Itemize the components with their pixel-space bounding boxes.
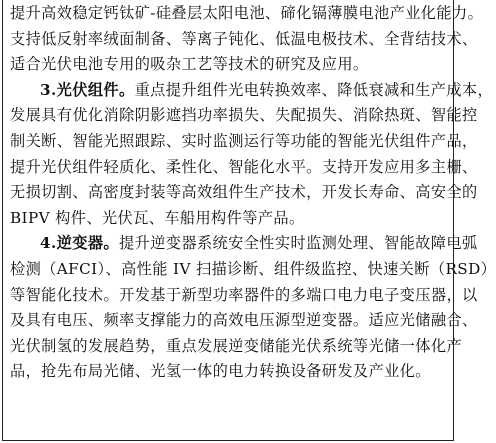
paragraph-line: 提升光伏组件轻质化、柔性化、智能化水平。支持开发应用多主栅、 [10, 157, 478, 176]
paragraph-line: 适合光伏电池专用的吸杂工艺等技术的研究及应用。 [10, 55, 369, 74]
section-3-heading: 3.光伏组件。 [40, 80, 135, 99]
paragraph-line: 光伏制氢的发展趋势，重点发展逆变储能光伏系统等光储一体化产 [10, 336, 463, 355]
section-3-lead-text: 重点提升组件光电转换效率、降低衰减和生产成本， [134, 80, 494, 99]
paragraph-line: 等智能化技术。开发基于新型功率器件的多端口电力电子变压器，以 [10, 285, 478, 304]
paragraph-line: BIPV 构件、光伏瓦、车船用构件等产品。 [10, 208, 305, 227]
paragraph-line: 无损切割、高密度封装等高效组件生产技术，开发长寿命、高安全的 [10, 183, 478, 202]
paragraph-line: 制关断、智能光照跟踪、实时监测运行等功能的智能光伏组件产品， [10, 131, 478, 150]
document-body [10, 1, 496, 385]
paragraph-line: 提升高效稳定钙钛矿-硅叠层太阳电池、碲化镉薄膜电池产业化能力。 [10, 4, 484, 22]
paragraph-line: 支持低反射率绒面制备、等离子钝化、低温电极技术、全背结技术、 [10, 29, 478, 48]
section-4-lead-text: 提升逆变器系统安全性实时监测处理、智能故障电弧 [119, 234, 478, 253]
paragraph-line: 及具有电压、频率支撑能力的高效电压源型逆变器。适应光储融合、 [10, 311, 478, 330]
section-4-heading: 4.逆变器。 [40, 234, 120, 253]
section-3-first-line [10, 78, 494, 104]
section-4-first-line [10, 231, 478, 257]
paragraph-line: 品，抢先布局光储、光氢一体的电力转换设备研发及产业化。 [10, 362, 431, 381]
paragraph-line: 检测（AFCI）、高性能 IV 扫描诊断、组件级监控、快速关断（RSD） [10, 259, 496, 278]
paragraph-line: 发展具有优化消除阴影遮挡功率损失、失配损失、消除热斑、智能控 [10, 106, 478, 125]
